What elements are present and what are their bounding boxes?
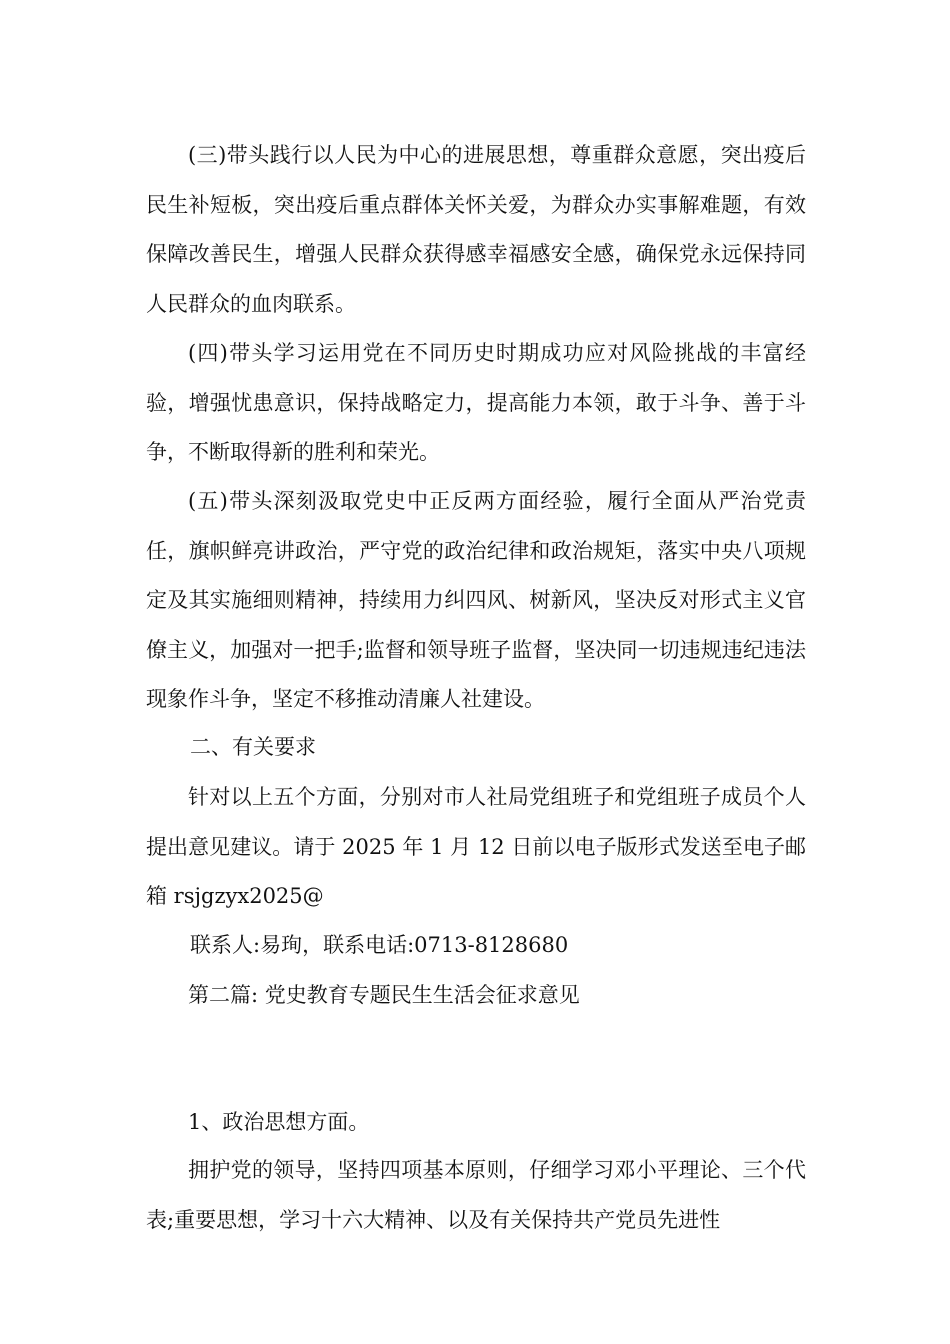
paragraph-five: (五)带头深刻汲取党史中正反两方面经验，履行全面从严治党责任，旗帜鲜亮讲政治，严守党的政治纪律和政治规矩，落实中央八项规定及其实施细则精神，持续用力纠四风、树新风，坚决反对形式主义官僚主义，加强对一把手;监督和领导班子监督，坚决同一切违规违纪违法现象作斗争，坚定不移推动清廉人社建设。 — [146, 489, 806, 711]
item-heading-political: 1、政治思想方面。 — [188, 1110, 370, 1134]
item-paragraph-political: 拥护党的领导，坚持四项基本原则，仔细学习邓小平理论、三个代表;重要思想，学习十六大精神、以及有关保持共产党员先进性 — [146, 1158, 806, 1232]
requirements-paragraph: 针对以上五个方面，分别对市人社局党组班子和党组班子成员个人提出意见建议。请于 2025 年 1 月 12 日前以电子版形式发送至电子邮箱 rsjgzyx2025@ — [146, 785, 806, 908]
article-two-title: 第二篇: 党史教育专题民生生活会征求意见 — [188, 983, 580, 1007]
paragraph-four: (四)带头学习运用党在不同历史时期成功应对风险挑战的丰富经验，增强忧患意识，保持战略定力，提高能力本领，敢于斗争、善于斗争，不断取得新的胜利和荣光。 — [146, 341, 806, 464]
section-heading-requirements: 二、有关要求 — [190, 735, 316, 759]
paragraph-three: (三)带头践行以人民为中心的进展思想，尊重群众意愿，突出疫后民生补短板，突出疫后重点群体关怀关爱，为群众办实事解难题，有效保障改善民生，增强人民群众获得感幸福感安全感，确保党永远保持同人民群众的血肉联系。 — [146, 143, 806, 316]
contact-line: 联系人:易珣，联系电话:0713-8128680 — [190, 933, 569, 957]
